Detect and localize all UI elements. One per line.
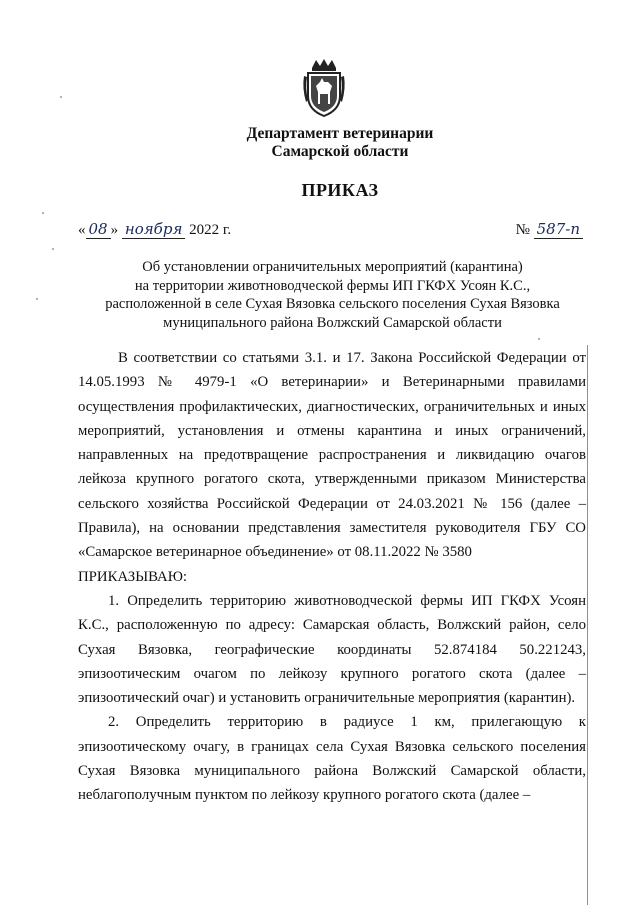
date-day: 08 xyxy=(86,220,111,239)
command-word: ПРИКАЗЫВАЮ: xyxy=(78,568,188,585)
order-number-prefix: № xyxy=(515,222,530,238)
order-body xyxy=(78,346,586,808)
department-name-line1: Департамент ветеринарии xyxy=(246,125,434,142)
item-2-paragraph: 2. Определить территорию в радиусе 1 км, прилегающую к эпизоотическому очагу, в границах села Сухая Вязовка сельского поселения Сухая Вязовка муниципального района Волжский Самарской области, неблагополучным пунктом по лейкозу крупного рогатого скота (далее – xyxy=(78,714,586,804)
order-number xyxy=(516,220,583,239)
item-1-paragraph: 1. Определить территорию животноводческой фермы ИП ГКФХ Усоян К.С., расположенную по адресу: Самарская область, Волжский район, село Сухая Вязовка, географические координаты 52.874184 50.221243, эпизоотическим очагом по лейкозу крупного рогатого скота (далее – эпизоотический очаг) и установить ограничительные мероприятия (карантин). xyxy=(78,592,586,707)
scan-speckle xyxy=(538,338,540,340)
order-subject xyxy=(80,258,585,332)
department-name-line2: Самарской области xyxy=(271,143,409,160)
subject-line: муниципального района Волжский Самарской области xyxy=(163,314,502,331)
scan-speckle xyxy=(52,248,54,250)
date-open-quote: « xyxy=(78,222,86,238)
date-close-quote: » xyxy=(110,222,119,238)
scan-edge-line xyxy=(587,345,588,905)
order-number-value: 587-п xyxy=(534,220,583,239)
subject-line: расположенной в селе Сухая Вязовка сельского поселения Сухая Вязовка xyxy=(105,296,560,312)
subject-line: Об установлении ограничительных мероприятий (карантина) xyxy=(142,259,523,275)
scan-speckle xyxy=(60,96,62,98)
samara-region-coat-of-arms-icon xyxy=(300,58,348,118)
date-year: 2022 г. xyxy=(189,222,232,238)
preamble-paragraph: В соответствии со статьями 3.1. и 17. Закона Российской Федерации от 14.05.1993 № 4979-1 «О ветеринарии» и Ветеринарными правилами осуществления профилактических, диагностических, ограничительных и иных мероприятий, установления и отмены карантина и иных ограничений, направленных на предотвращение распространения и ликвидацию очагов лейкоза крупного рогатого скота, утвержденными приказом Министерства сельского хозяйства Российской Федерации от 24.03.2021 № 156 (далее – Правила), на основании представления заместителя руководителя ГБУ СО «Самарское ветеринарное объединение» от 08.11.2022 № 3580 xyxy=(78,350,586,561)
order-date xyxy=(78,220,231,239)
subject-line: на территории животноводческой фермы ИП ГКФХ Усоян К.С., xyxy=(134,277,531,294)
date-number-row xyxy=(78,220,583,244)
order-title: ПРИКАЗ xyxy=(301,180,379,200)
date-month: ноября xyxy=(122,220,186,239)
scan-speckle xyxy=(36,298,38,300)
scan-speckle xyxy=(42,212,44,214)
